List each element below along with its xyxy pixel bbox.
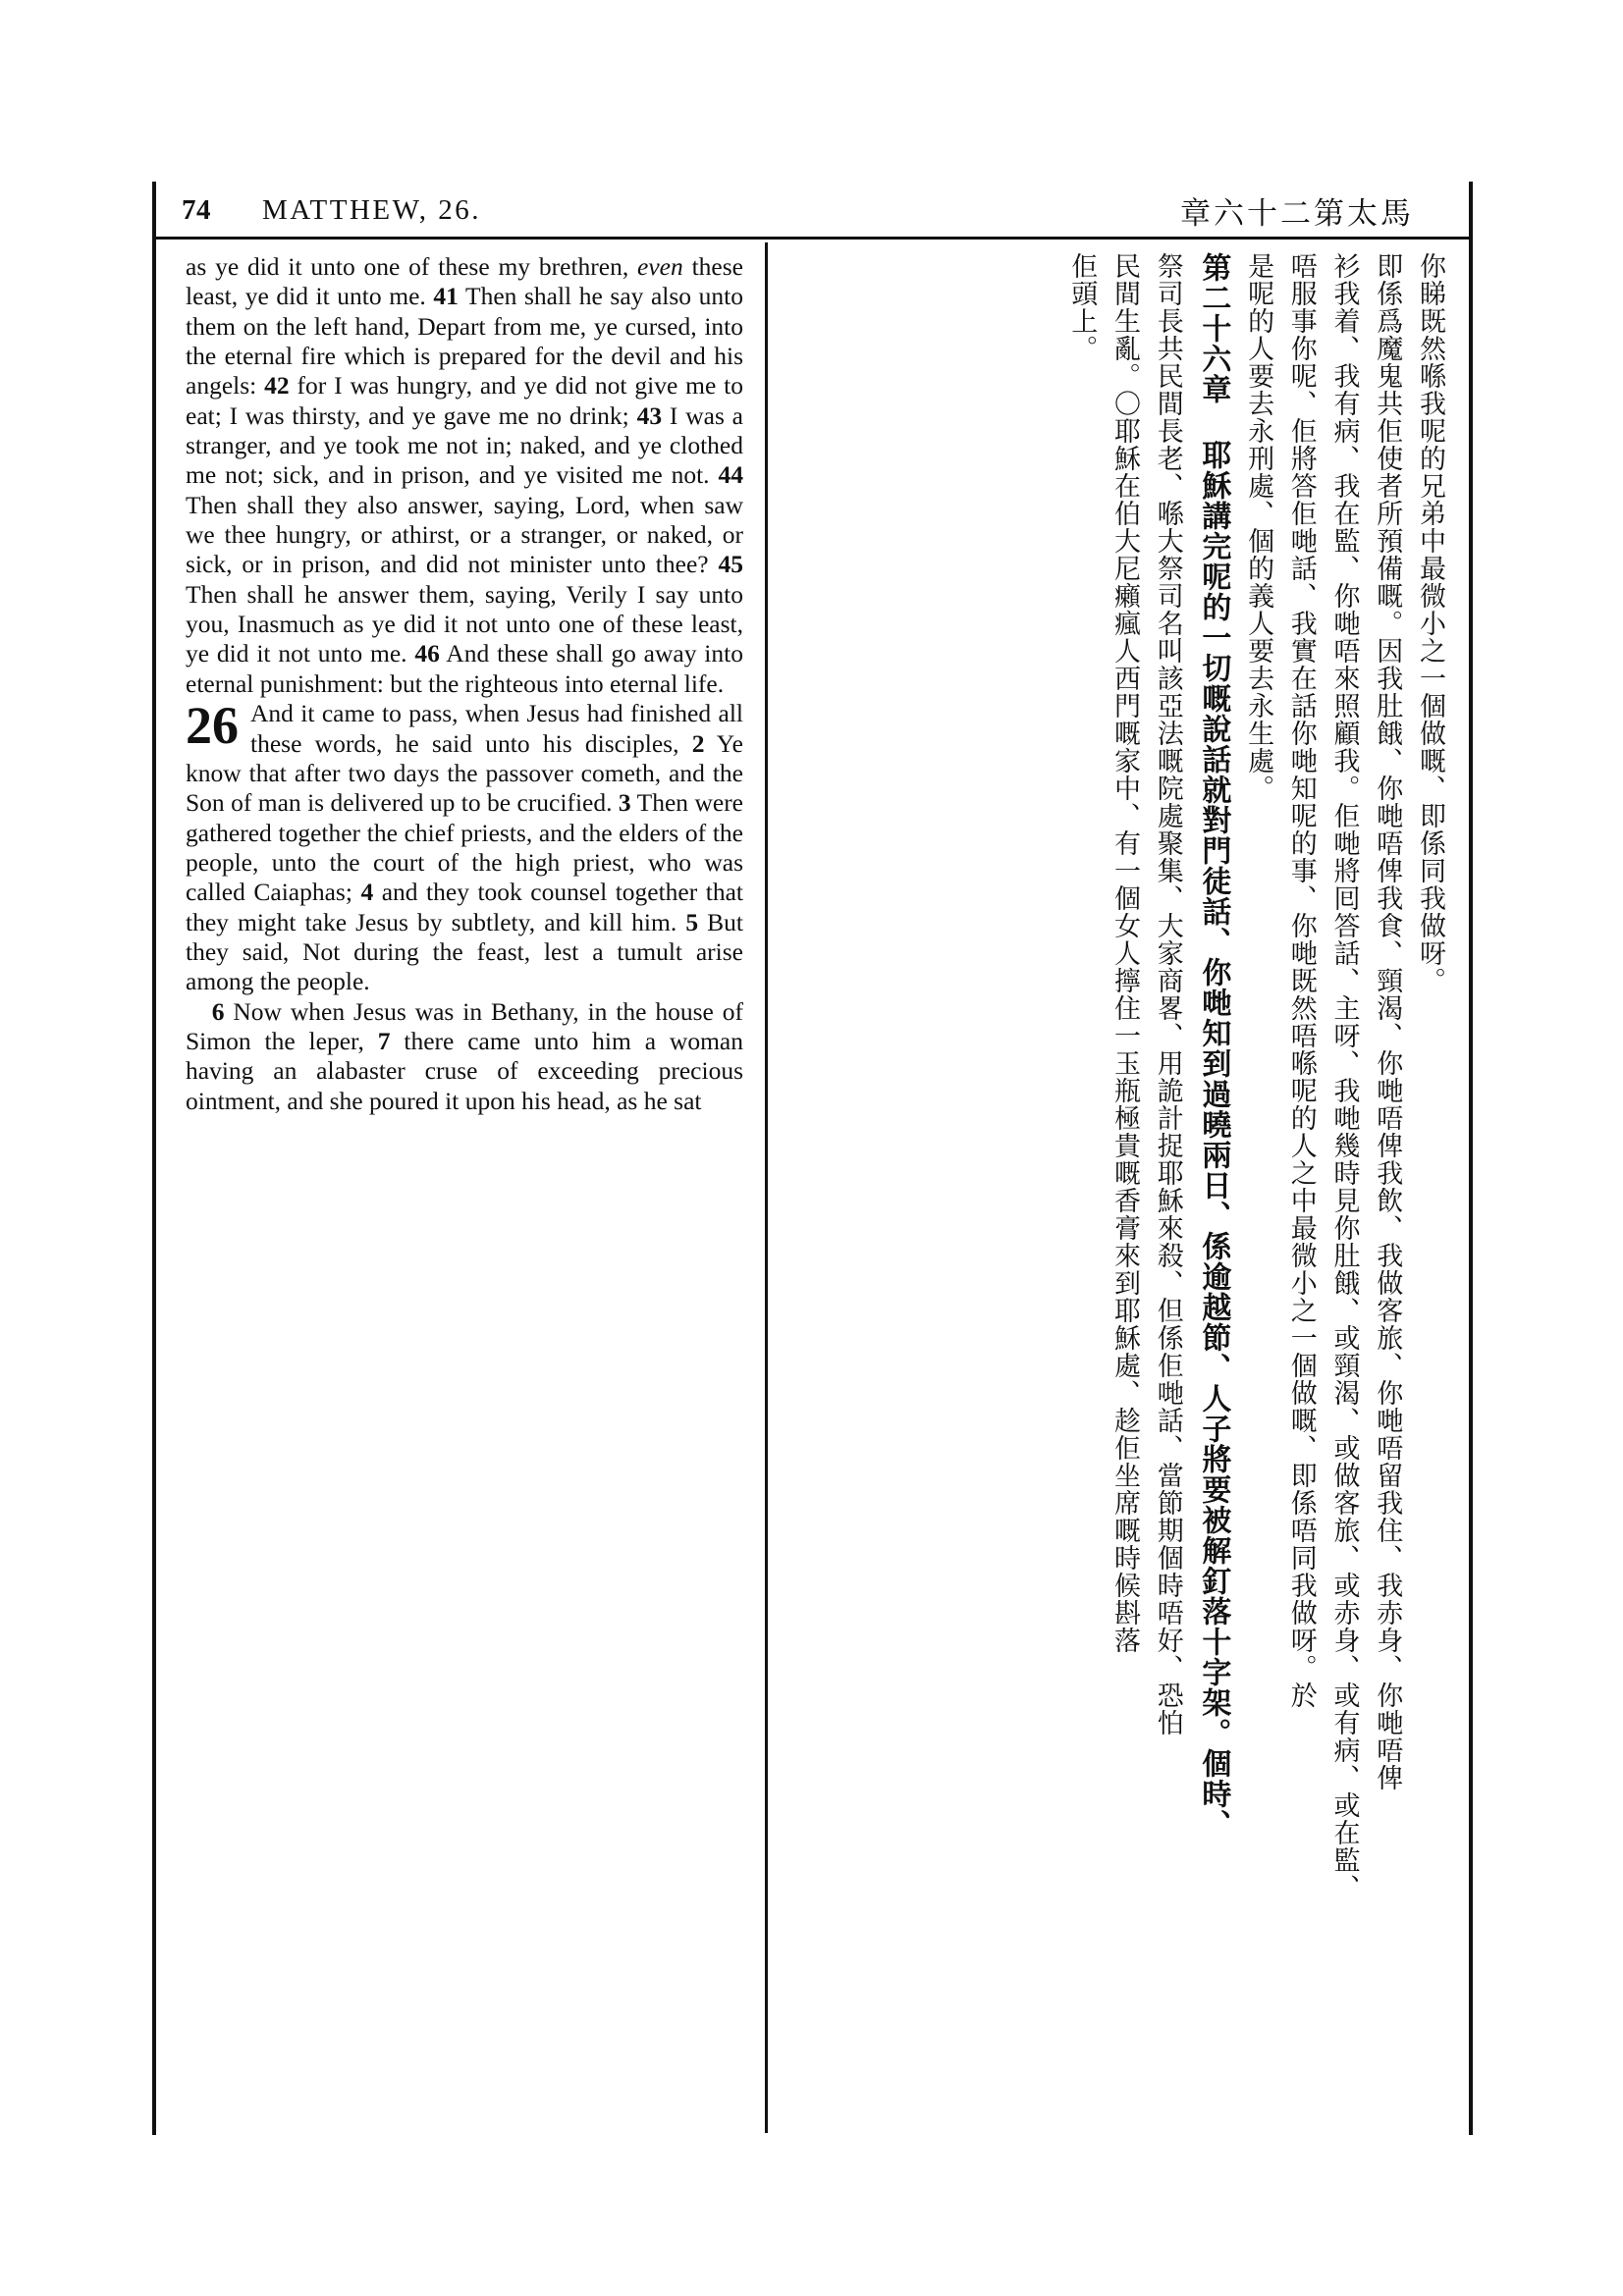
- header-rule: [156, 237, 1469, 240]
- verse-number: 44: [718, 460, 743, 490]
- page-header: [156, 182, 1469, 239]
- paragraph-verses-40-46: as ye did it unto one of these my brethren, even these least, ye did it unto me. 41 Then shall he say also unto them on the left hand, Depart from me, ye cursed, into the eternal fire which is prepared for the devil and his angels: 42 for I was hungry, and ye did not give me to eat; I was thirsty, and ye gave me no drink; 43 I was a stranger, and ye took me not in; naked, and ye clothed me not; sick, and in prison, and ye visited me not. 44 Then shall they also answer, saying, Lord, when saw we thee hungry, or athirst, or a stranger, or naked, or sick, or in prison, and did not minister unto thee? 45 Then shall he answer them, saying, Verily I say unto you, Inasmuch as ye did it not unto one of these least, ye did it not unto me. 46 And these shall go away into eternal punishment: but the righteous into eternal life.: [186, 252, 744, 698]
- chinese-line: 即係爲魔鬼共佢使者所預備嘅。因我肚餓、你哋唔俾我食、頸渴、你哋唔俾我飲、我做客旅、你哋唔留我住、我赤身、你哋唔俾: [1372, 252, 1403, 1791]
- paragraph-chapter-26: 26 And it came to pass, when Jesus had finished all these words, he said unto his disciples, 2 Ye know that after two days the passover cometh, and the Son of man is delivered up to be crucified. 3 Then were gathered together the chief priests, and the elders of the people, unto the court of the high priest, who was called Caiaphas; 4 and they took counsel together that they might take Jesus by subtlety, and kill him. 5 But they said, Not during the feast, lest a tumult arise among the people.: [186, 696, 743, 996]
- verse-number: 45: [718, 550, 743, 579]
- verse-number: 4: [360, 878, 374, 907]
- chinese-line: 衫我着、我有病、我在監、你哋唔來照顧我。佢哋將囘答話、主呀、我哋幾時見你肚餓、或頸渴、或做客旅、或赤身、或有病、或在監、: [1328, 252, 1360, 1901]
- verse-number: 46: [414, 639, 440, 668]
- verse-number: 7: [377, 1026, 391, 1055]
- running-head-chinese: 章六十二第太馬: [1180, 195, 1414, 232]
- verse-number: 6: [211, 996, 225, 1026]
- verse-number: 42: [264, 371, 290, 400]
- italic-word: even: [637, 252, 683, 281]
- page-body: [156, 242, 1469, 2133]
- chinese-line: 你睇既然喺我呢的兄弟中最微小之一個做嘅、即係同我做呀。: [1415, 252, 1445, 994]
- paragraph-verses-6-7: 6 Now when Jesus was in Bethany, in the house of Simon the leper, 7 there came unto him a woman having an alabaster cruse of exceeding precious ointment, and she poured it upon his head, as he sat: [186, 996, 743, 1115]
- page-number: 74: [182, 193, 211, 226]
- verse-number: 2: [691, 728, 705, 758]
- verse-number: 5: [685, 907, 699, 936]
- chapter-drop-cap: 26: [186, 696, 239, 756]
- chinese-line: 是呢的人要去永刑處、個的義人要去永生處。: [1243, 252, 1274, 802]
- book-page: [152, 182, 1473, 2135]
- chinese-line: 佢頭上。: [1066, 252, 1098, 362]
- verse-number: 3: [618, 788, 631, 818]
- chinese-line: 唔服事你呢、佢將答佢哋話、我實在話你哋知呢的事、你哋既然唔喺呢的人之中最微小之一個做嘅、即係唔同我做呀。於: [1285, 252, 1317, 1709]
- chinese-text-column: [768, 242, 1469, 2133]
- chinese-line: 祭司長共民間長老、喺大祭司名叫該亞法嘅院處聚集、大家商畧、用詭計捉耶穌來殺、但係佢哋話、當節期個時唔好、恐怕: [1152, 252, 1183, 1736]
- chinese-line: 民間生亂。〇耶穌在伯大尼癩瘋人西門嘅家中、有一個女人擰住一玉瓶極貴嘅香膏來到耶穌處、趁佢坐席嘅時候斟落: [1109, 252, 1140, 1654]
- chinese-chapter-line: 第二十六章 耶穌講完呢的一切嘅說話就對門徒話、你哋知到過曉兩日、係逾越節、人子將要被解釘落十字架。個時、: [1196, 252, 1231, 1840]
- running-head-english: MATTHEW, 26.: [262, 193, 482, 226]
- verse-number: 41: [433, 282, 459, 311]
- english-text-column: [156, 242, 765, 2133]
- verse-number: 43: [636, 400, 663, 430]
